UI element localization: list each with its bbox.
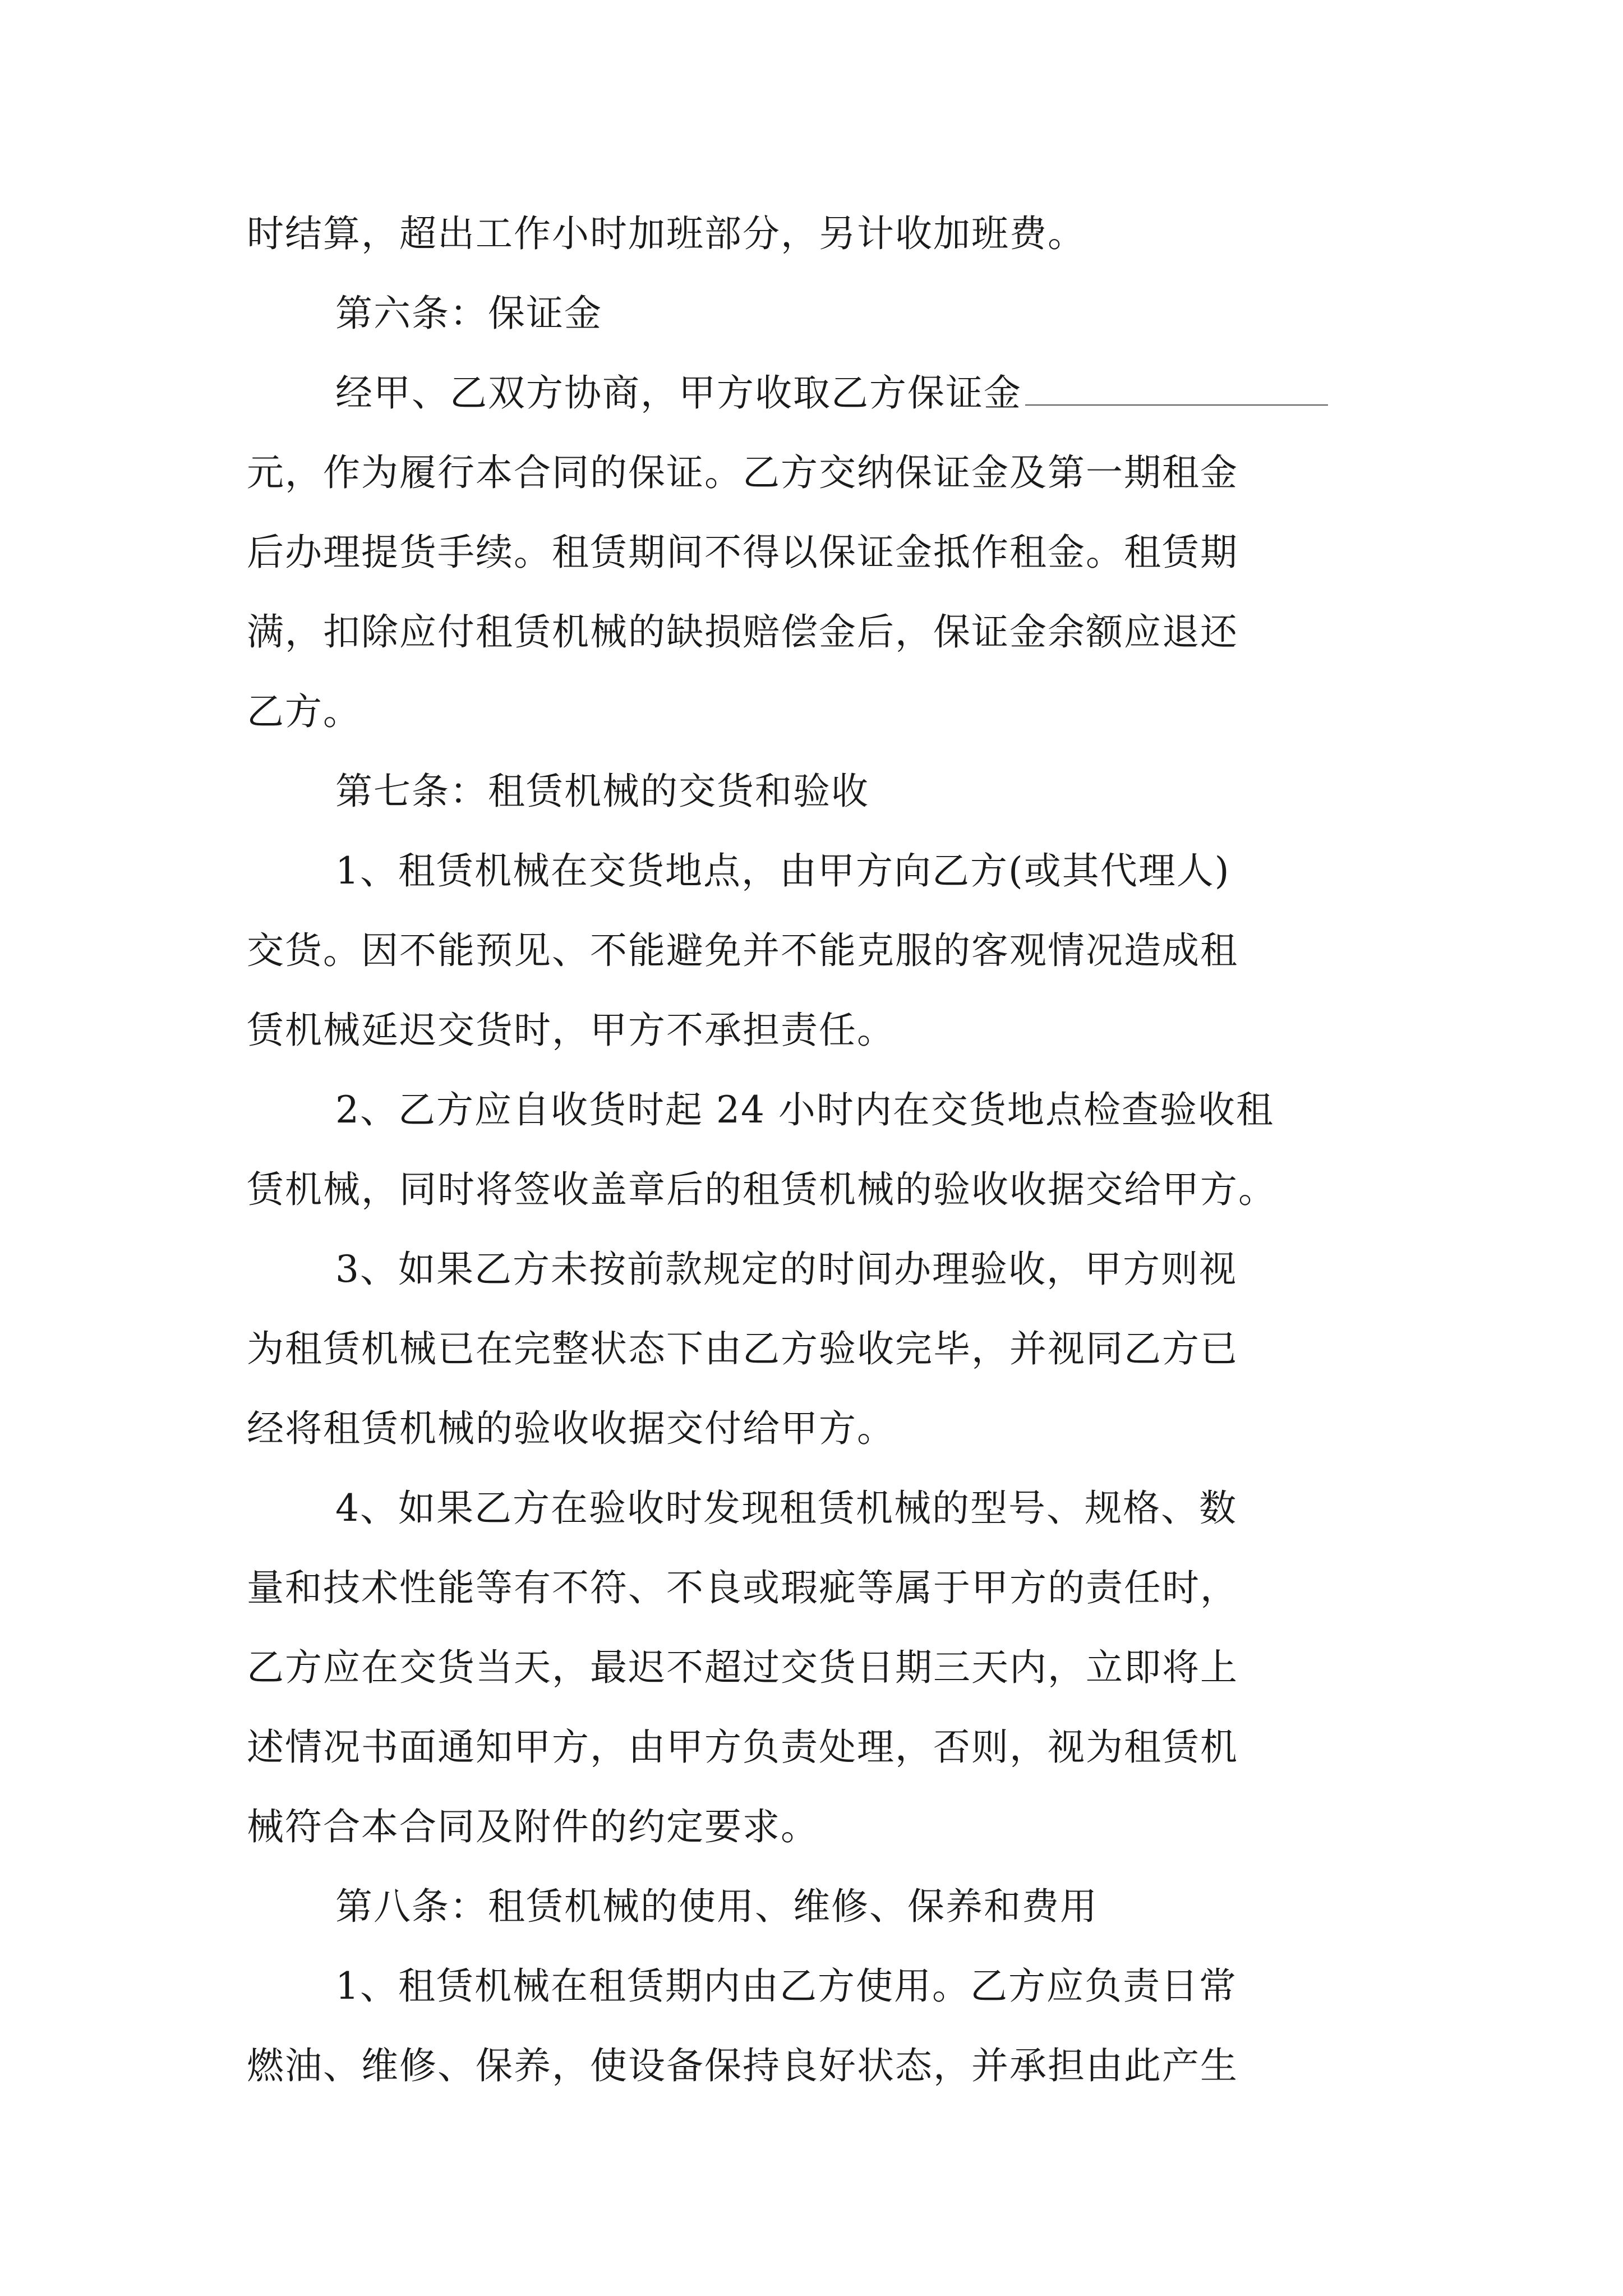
text-line: 经将租赁机械的验收收据交付给甲方。 [247, 1407, 895, 1450]
text-line: 交货。因不能预见、不能避免并不能克服的客观情况造成租 [247, 929, 1238, 972]
section-heading-8: 第八条：租赁机械的使用、维修、保养和费用 [335, 1885, 1098, 1928]
text-line: 满，扣除应付租赁机械的缺损赔偿金后，保证金余额应退还 [247, 610, 1238, 654]
text-line: 后办理提货手续。租赁期间不得以保证金抵作租金。租赁期 [247, 531, 1238, 574]
text-line: 元，作为履行本合同的保证。乙方交纳保证金及第一期租金 [247, 451, 1238, 494]
text-line: 时结算，超出工作小时加班部分，另计收加班费。 [247, 212, 1086, 255]
text-line: 乙方应在交货当天，最迟不超过交货日期三天内，立即将上 [247, 1646, 1238, 1689]
text-line: 1、租赁机械在租赁期内由乙方使用。乙方应负责日常 [335, 1964, 1237, 2008]
text-line: 乙方。 [247, 690, 361, 733]
text-line: 述情况书面通知甲方，由甲方负责处理，否则，视为租赁机 [247, 1726, 1238, 1769]
text-line: 4、如果乙方在验收时发现租赁机械的型号、规格、数 [335, 1487, 1237, 1530]
text-line: 赁机械延迟交货时，甲方不承担责任。 [247, 1009, 895, 1052]
text-line: 赁机械，同时将签收盖章后的租赁机械的验收收据交给甲方。 [247, 1168, 1276, 1211]
fill-in-blank [1025, 402, 1328, 406]
text-line: 量和技术性能等有不符、不良或瑕疵等属于甲方的责任时， [247, 1566, 1238, 1609]
section-heading-7: 第七条：租赁机械的交货和验收 [335, 770, 869, 813]
section-heading-6: 第六条：保证金 [335, 292, 602, 335]
text-line: 燃油、维修、保养，使设备保持良好状态，并承担由此产生 [247, 2044, 1238, 2087]
text-line: 3、如果乙方未按前款规定的时间办理验收，甲方则视 [335, 1248, 1237, 1291]
text-line: 1、租赁机械在交货地点，由甲方向乙方(或其代理人) [335, 849, 1230, 892]
text-line: 2、乙方应自收货时起 24 小时内在交货地点检查验收租 [335, 1088, 1274, 1131]
text-line: 械符合本合同及附件的约定要求。 [247, 1805, 819, 1848]
text-line: 为租赁机械已在完整状态下由乙方验收完毕，并视同乙方已 [247, 1327, 1238, 1370]
text-line: 经甲、乙双方协商，甲方收取乙方保证金 [335, 368, 1328, 418]
